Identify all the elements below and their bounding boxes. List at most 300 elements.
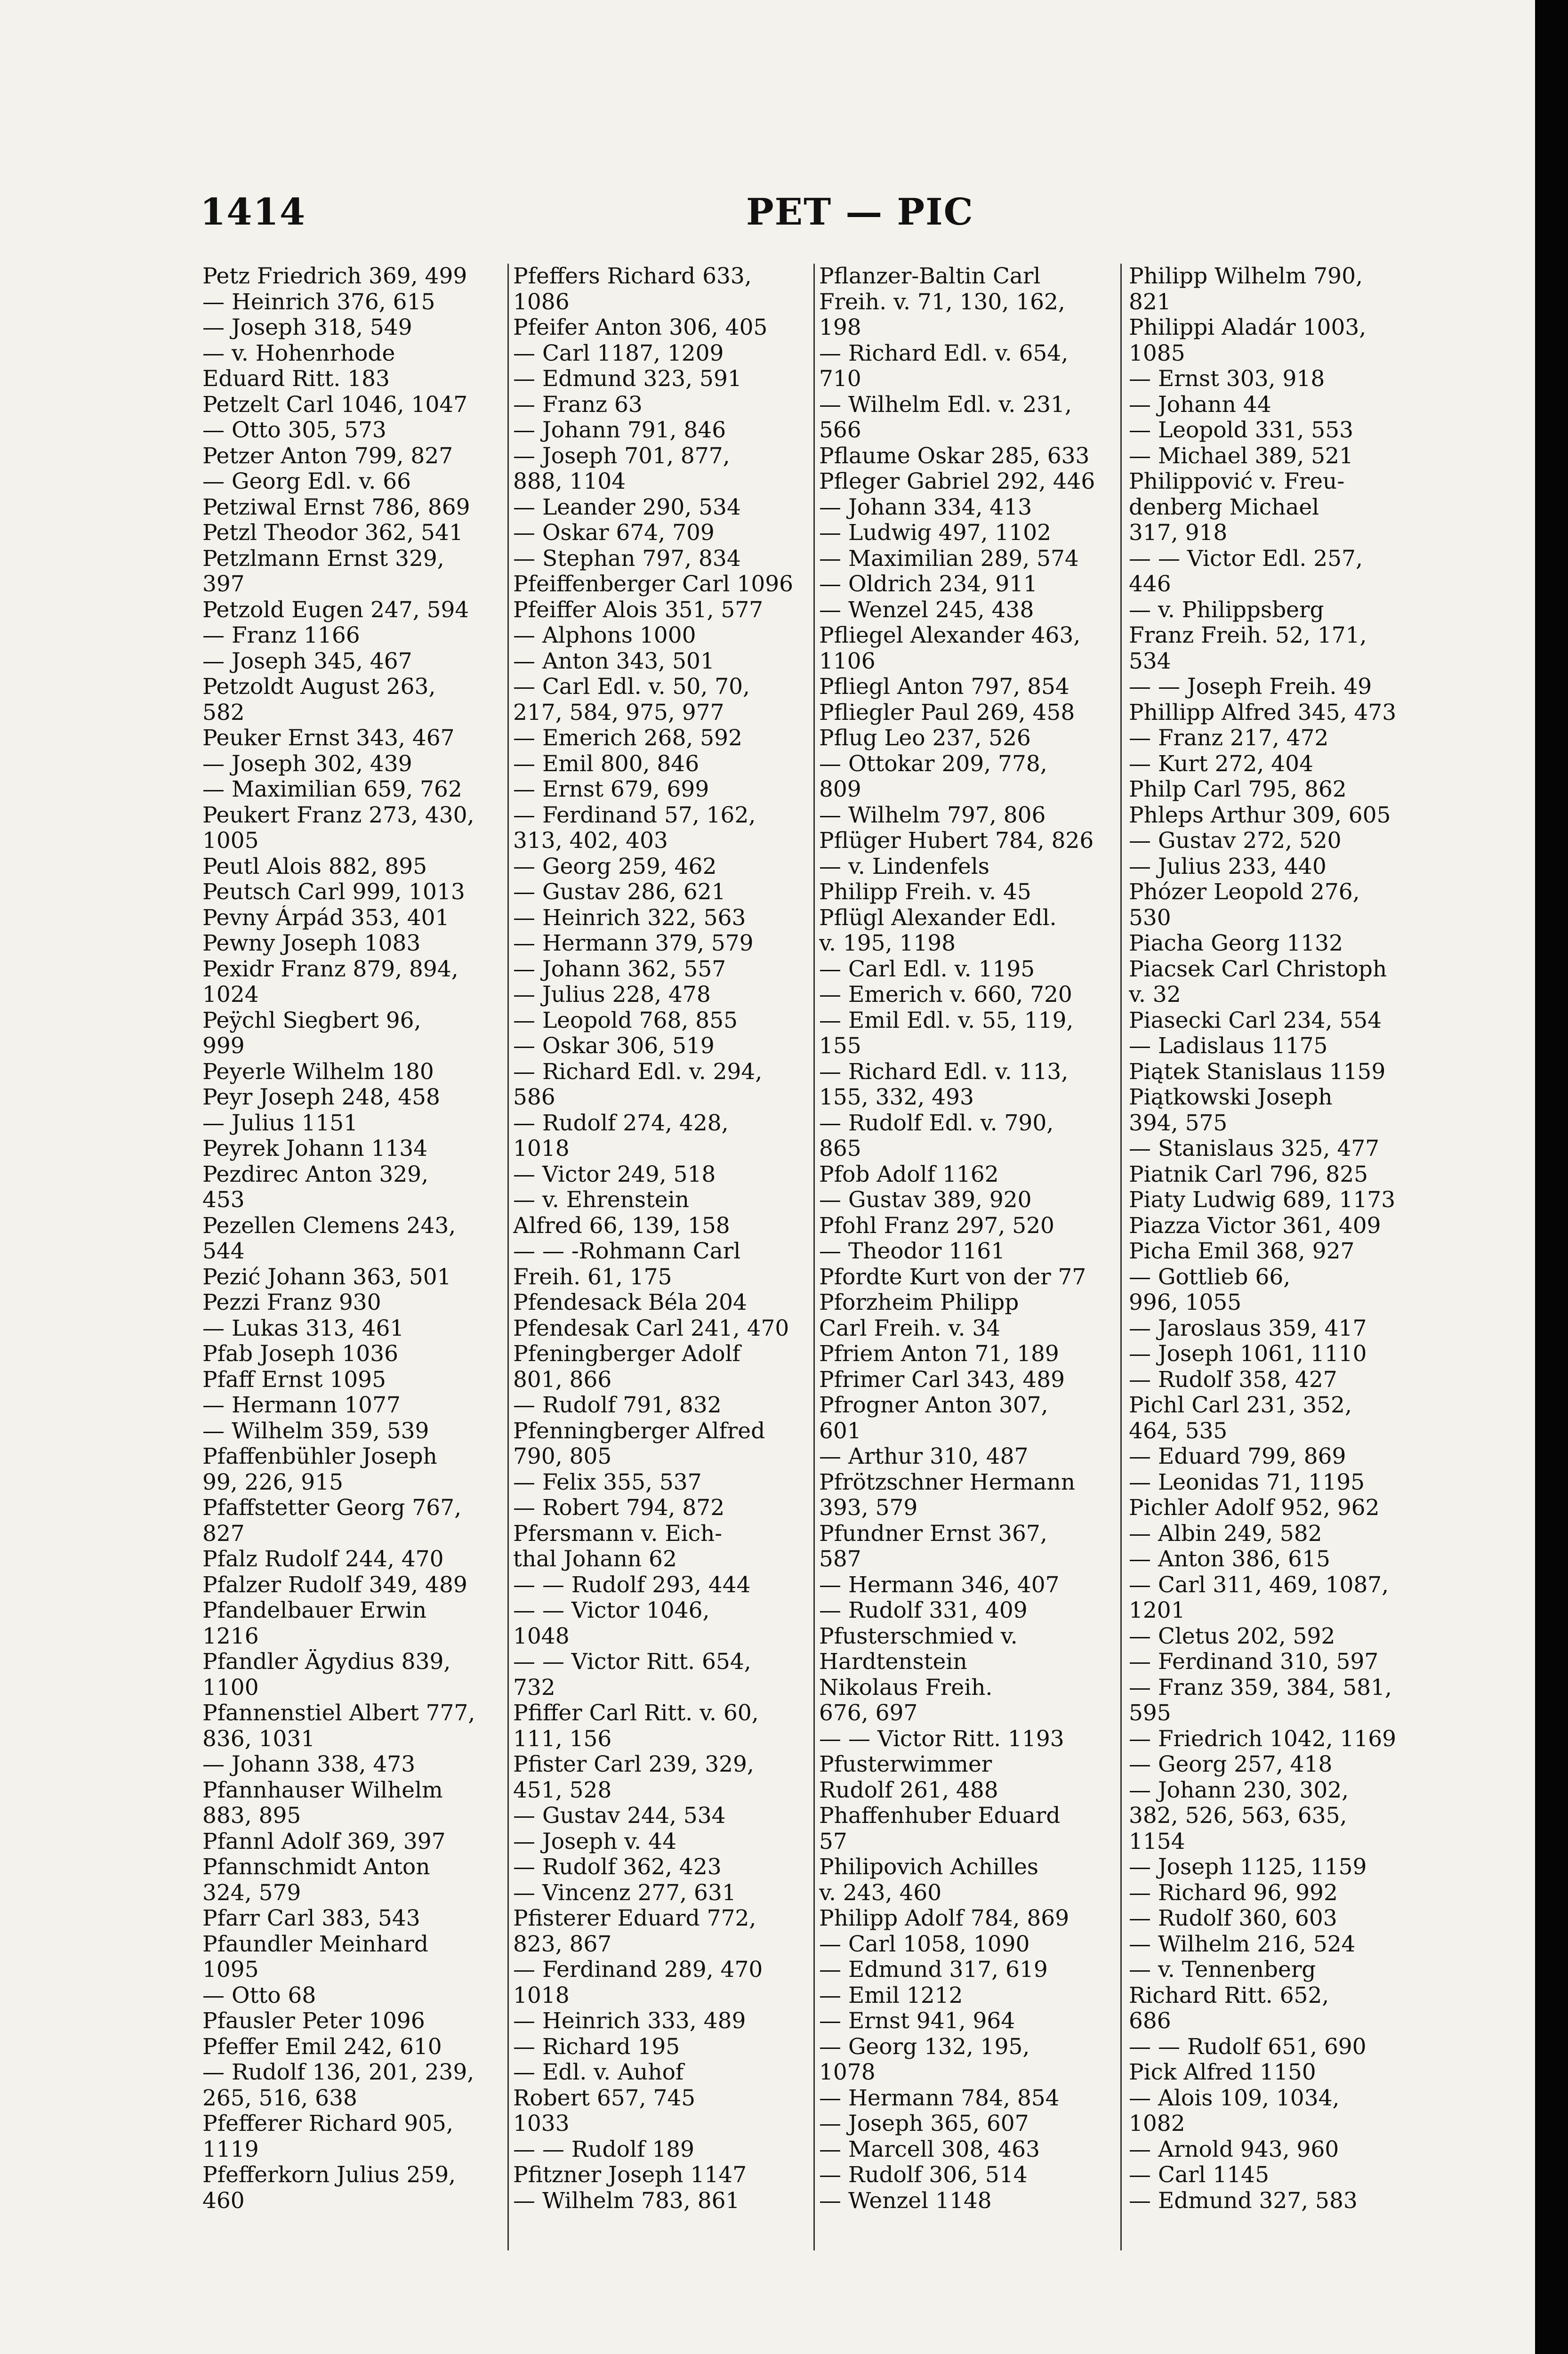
index-entry-line: — — Joseph Freih. 49 (1129, 674, 1372, 700)
index-entry-line: Pfordte Kurt von der 77 (819, 1264, 1086, 1290)
index-entry-line: 586 (513, 1085, 555, 1110)
index-entry-line: Pfaundler Meinhard (202, 1931, 429, 1957)
index-entry-line: 446 (1129, 572, 1171, 597)
index-entry-line: Petzer Anton 799, 827 (202, 443, 453, 469)
index-entry-line: 823, 867 (513, 1931, 612, 1957)
index-column-2 (513, 264, 812, 2250)
scan-edge (1535, 0, 1568, 2354)
index-entry-line: Philipp Adolf 784, 869 (819, 1906, 1069, 1931)
index-entry-line: — Eduard 799, 869 (1129, 1444, 1346, 1469)
index-entry-line: Pfiffer Carl Ritt. v. 60, (513, 1701, 759, 1726)
index-entry-line: — — Rudolf 189 (513, 2136, 694, 2162)
index-entry-line: — Michael 389, 521 (1129, 443, 1353, 469)
index-entry-line: 1033 (513, 2111, 570, 2136)
index-entry-line: Pflug Leo 237, 526 (819, 726, 1031, 751)
index-entry-line: — Rudolf 306, 514 (819, 2162, 1028, 2188)
index-entry-line: v. 243, 460 (819, 1880, 942, 1906)
index-entry-line: 1119 (202, 2136, 259, 2162)
index-entry-line: — Rudolf 136, 201, 239, (202, 2060, 474, 2085)
index-entry-line: — Julius 228, 478 (513, 982, 711, 1008)
index-entry-line: — v. Philippsberg (1129, 597, 1324, 623)
index-entry-line: Phleps Arthur 309, 605 (1129, 802, 1391, 828)
index-entry-line: 1078 (819, 2060, 876, 2085)
index-entry-line: Carl Freih. v. 34 (819, 1315, 1001, 1341)
index-entry-line: Pfriem Anton 71, 189 (819, 1341, 1059, 1367)
index-entry-line: 155, 332, 493 (819, 1085, 974, 1110)
index-entry-line: Petzlmann Ernst 329, (202, 546, 444, 572)
index-entry-line: Philipovich Achilles (819, 1854, 1039, 1880)
index-entry-line: — Wilhelm 359, 539 (202, 1418, 429, 1444)
index-entry-line: 217, 584, 975, 977 (513, 700, 724, 726)
index-entry-line: Phaffenhuber Eduard (819, 1803, 1061, 1829)
index-entry-line: — — Rudolf 293, 444 (513, 1572, 751, 1598)
index-entry-line: Pfrötzschner Hermann (819, 1469, 1076, 1495)
index-entry-line: Piątek Stanislaus 1159 (1129, 1059, 1386, 1085)
index-entry-line: — Rudolf Edl. v. 790, (819, 1110, 1054, 1136)
index-entry-line: — Robert 794, 872 (513, 1495, 725, 1521)
index-entry-line: — Rudolf 358, 427 (1129, 1367, 1337, 1393)
index-entry-line: — Georg 132, 195, (819, 2034, 1030, 2060)
index-entry-line: Freih. v. 71, 130, 162, (819, 289, 1065, 315)
index-entry-line: Philp Carl 795, 862 (1129, 777, 1347, 802)
running-head: PET — PIC (746, 191, 974, 234)
index-entry-line: Pflügl Alexander Edl. (819, 905, 1057, 931)
index-entry-line: — Richard 195 (513, 2034, 680, 2060)
index-entry-line: 1018 (513, 1983, 570, 2008)
index-entry-line: Pezzi Franz 930 (202, 1290, 381, 1315)
index-entry-line: Pfendesak Carl 241, 470 (513, 1315, 789, 1341)
index-entry-line: — Albin 249, 582 (1129, 1521, 1322, 1547)
index-entry-line: 999 (202, 1033, 245, 1059)
index-entry-line: — Joseph 1125, 1159 (1129, 1854, 1367, 1880)
index-entry-line: — v. Hohenrhode (202, 340, 395, 366)
index-entry-line: — Joseph 701, 877, (513, 443, 730, 469)
page-header (200, 191, 1174, 242)
index-entry-line: Pfliegler Paul 269, 458 (819, 700, 1075, 726)
index-entry-line: — Ferdinand 57, 162, (513, 802, 756, 828)
index-entry-line: — Stanislaus 325, 477 (1129, 1136, 1380, 1161)
index-entry-line: — — -Rohmann Carl (513, 1239, 741, 1264)
index-entry-line: — Wenzel 245, 438 (819, 597, 1034, 623)
index-entry-line: — Georg 257, 418 (1129, 1752, 1333, 1777)
index-entry-line: 397 (202, 572, 245, 597)
index-entry-line: — Alphons 1000 (513, 623, 696, 648)
index-entry-line: — Maximilian 659, 762 (202, 777, 462, 802)
index-entry-line: Piacha Georg 1132 (1129, 931, 1343, 956)
index-entry-line: Freih. 61, 175 (513, 1264, 672, 1290)
index-columns (202, 264, 1397, 2250)
index-entry-line: — Rudolf 274, 428, (513, 1110, 729, 1136)
index-entry-line: — Rudolf 331, 409 (819, 1598, 1028, 1623)
index-entry-line: Pichl Carl 231, 352, (1129, 1393, 1352, 1418)
index-entry-line: Pfeffers Richard 633, (513, 264, 752, 289)
index-entry-line: 601 (819, 1418, 861, 1444)
index-entry-line: — Franz 217, 472 (1129, 726, 1329, 751)
index-entry-line: Philippović v. Freu- (1129, 469, 1345, 494)
index-entry-line: 827 (202, 1521, 245, 1547)
index-entry-line: — Johann 338, 473 (202, 1752, 416, 1777)
index-entry-line: Pfannenstiel Albert 777, (202, 1701, 475, 1726)
index-entry-line: Pfeifer Anton 306, 405 (513, 315, 768, 340)
index-entry-line: Hardtenstein (819, 1649, 967, 1675)
index-entry-line: — Ernst 941, 964 (819, 2008, 1015, 2034)
index-entry-line: Robert 657, 745 (513, 2085, 696, 2111)
index-entry-line: — Edmund 317, 619 (819, 1957, 1048, 1983)
page-number: 1414 (200, 191, 306, 234)
index-entry-line: — Leonidas 71, 1195 (1129, 1469, 1365, 1495)
index-entry-line: — Ferdinand 289, 470 (513, 1957, 763, 1983)
index-entry-line: — Johann 334, 413 (819, 494, 1032, 520)
index-entry-line: — Hermann 784, 854 (819, 2085, 1060, 2111)
index-entry-line: — Oskar 306, 519 (513, 1033, 715, 1059)
index-entry-line: Pfohl Franz 297, 520 (819, 1213, 1054, 1239)
index-entry-line: Pfersmann v. Eich- (513, 1521, 723, 1547)
index-entry-line: 676, 697 (819, 1701, 918, 1726)
index-entry-line: — Hermann 379, 579 (513, 931, 754, 956)
index-entry-line: — Victor 249, 518 (513, 1161, 716, 1187)
index-entry-line: Pflaume Oskar 285, 633 (819, 443, 1090, 469)
index-entry-line: 394, 575 (1129, 1110, 1228, 1136)
index-entry-line: Pezić Johann 363, 501 (202, 1264, 451, 1290)
index-entry-line: Peyerle Wilhelm 180 (202, 1059, 434, 1085)
index-entry-line: Pfaff Ernst 1095 (202, 1367, 386, 1393)
index-entry-line: Pfister Carl 239, 329, (513, 1752, 754, 1777)
index-entry-line: — v. Tennenberg (1129, 1957, 1316, 1983)
index-entry-line: 1018 (513, 1136, 570, 1161)
index-entry-line: — Johann 44 (1129, 392, 1271, 418)
index-entry-line: 1082 (1129, 2111, 1185, 2136)
index-entry-line: Pfannhauser Wilhelm (202, 1777, 443, 1803)
index-entry-line: Picha Emil 368, 927 (1129, 1239, 1355, 1264)
index-entry-line: — — Rudolf 651, 690 (1129, 2034, 1367, 2060)
index-entry-line: 313, 402, 403 (513, 828, 668, 854)
index-entry-line: Philipp Wilhelm 790, (1129, 264, 1363, 289)
index-entry-line: Franz Freih. 52, 171, (1129, 623, 1367, 648)
index-entry-line: — — Victor Edl. 257, (1129, 546, 1363, 572)
index-entry-line: Pevny Árpád 353, 401 (202, 905, 450, 931)
index-entry-line: 99, 226, 915 (202, 1469, 343, 1495)
index-entry-line: 809 (819, 777, 861, 802)
index-entry-line: Pfeiffenberger Carl 1096 (513, 572, 794, 597)
index-entry-line: 57 (819, 1829, 847, 1854)
index-entry-line: — Emerich 268, 592 (513, 726, 742, 751)
index-entry-line: Richard Ritt. 652, (1129, 1983, 1329, 2008)
index-entry-line: 732 (513, 1675, 555, 1701)
index-entry-line: — Friedrich 1042, 1169 (1129, 1726, 1397, 1752)
index-entry-line: — Otto 305, 573 (202, 418, 386, 443)
index-entry-line: 1048 (513, 1623, 570, 1649)
index-entry-line: Pfitzner Joseph 1147 (513, 2162, 747, 2188)
index-entry-line: Pfalzer Rudolf 349, 489 (202, 1572, 467, 1598)
index-entry-line: Pfaffenbühler Joseph (202, 1444, 437, 1469)
index-entry-line: Piazza Victor 361, 409 (1129, 1213, 1381, 1239)
index-entry-line: — Johann 791, 846 (513, 418, 726, 443)
index-entry-line: — Anton 343, 501 (513, 648, 715, 674)
index-entry-line: 1024 (202, 982, 259, 1008)
index-entry-line: 393, 579 (819, 1495, 918, 1521)
index-entry-line: Pfusterschmied v. (819, 1623, 1018, 1649)
index-entry-line: Pfefferer Richard 905, (202, 2111, 453, 2136)
index-entry-line: — Gustav 272, 520 (1129, 828, 1342, 854)
index-entry-line: — Kurt 272, 404 (1129, 751, 1313, 777)
index-entry-line: Alfred 66, 139, 158 (513, 1213, 730, 1239)
index-entry-line: Pfaffstetter Georg 767, (202, 1495, 462, 1521)
index-entry-line: — Wilhelm Edl. v. 231, (819, 392, 1072, 418)
index-entry-line: — Emil 1212 (819, 1983, 963, 2008)
index-entry-line: Piacsek Carl Christoph (1129, 956, 1387, 982)
index-entry-line: 460 (202, 2188, 245, 2214)
index-entry-line: — Emil 800, 846 (513, 751, 700, 777)
index-entry-line: — Gustav 244, 534 (513, 1803, 726, 1829)
index-entry-line: Peukert Franz 273, 430, (202, 802, 474, 828)
index-entry-line: — — Victor Ritt. 654, (513, 1649, 751, 1675)
index-entry-line: — Georg 259, 462 (513, 854, 717, 879)
index-entry-line: — Arthur 310, 487 (819, 1444, 1029, 1469)
index-entry-line: 883, 895 (202, 1803, 301, 1829)
index-entry-line: Piaty Ludwig 689, 1173 (1129, 1187, 1396, 1213)
index-entry-line: — Ladislaus 1175 (1129, 1033, 1328, 1059)
index-entry-line: — Vincenz 277, 631 (513, 1880, 736, 1906)
index-entry-line: 324, 579 (202, 1880, 301, 1906)
index-entry-line: Phillipp Alfred 345, 473 (1129, 700, 1397, 726)
index-entry-line: Peÿchl Siegbert 96, (202, 1008, 421, 1033)
index-entry-line: — Richard Edl. v. 113, (819, 1059, 1069, 1085)
index-entry-line: — Carl Edl. v. 50, 70, (513, 674, 750, 700)
index-entry-line: Piątkowski Joseph (1129, 1085, 1333, 1110)
index-entry-line: 996, 1055 (1129, 1290, 1242, 1315)
index-entry-line: 1154 (1129, 1829, 1185, 1854)
index-entry-line: — Rudolf 360, 603 (1129, 1906, 1337, 1931)
index-entry-line: — Theodor 1161 (819, 1239, 1005, 1264)
index-entry-line: 451, 528 (513, 1777, 612, 1803)
index-entry-line: — Joseph 365, 607 (819, 2111, 1029, 2136)
index-entry-line: — v. Lindenfels (819, 854, 989, 879)
index-entry-line: — Franz 359, 384, 581, (1129, 1675, 1392, 1701)
index-entry-line: — Georg Edl. v. 66 (202, 469, 411, 494)
index-entry-line: — v. Ehrenstein (513, 1187, 690, 1213)
index-entry-line: — Edl. v. Auhof (513, 2060, 684, 2085)
index-entry-line: — Rudolf 362, 423 (513, 1854, 722, 1880)
index-entry-line: Pfenningberger Alfred (513, 1418, 765, 1444)
index-entry-line: 686 (1129, 2008, 1171, 2034)
index-entry-line: — Heinrich 376, 615 (202, 289, 435, 315)
index-entry-line: 1095 (202, 1957, 259, 1983)
index-entry-line: — Joseph 1061, 1110 (1129, 1341, 1367, 1367)
index-entry-line: — Marcell 308, 463 (819, 2136, 1040, 2162)
index-entry-line: Pfrogner Anton 307, (819, 1393, 1048, 1418)
index-entry-line: Pfliegl Anton 797, 854 (819, 674, 1069, 700)
index-entry-line: Eduard Ritt. 183 (202, 366, 390, 392)
index-entry-line: 317, 918 (1129, 520, 1228, 546)
index-entry-line: Pfannschmidt Anton (202, 1854, 430, 1880)
index-entry-line: Petzl Theodor 362, 541 (202, 520, 463, 546)
index-entry-line: — Maximilian 289, 574 (819, 546, 1079, 572)
index-entry-line: — Cletus 202, 592 (1129, 1623, 1335, 1649)
index-entry-line: — Carl Edl. v. 1195 (819, 956, 1035, 982)
index-entry-line: — Joseph 345, 467 (202, 648, 412, 674)
index-entry-line: Petz Friedrich 369, 499 (202, 264, 467, 289)
index-entry-line: 453 (202, 1187, 245, 1213)
index-column-3 (819, 264, 1120, 2250)
index-entry-line: — Joseph 318, 549 (202, 315, 412, 340)
index-entry-line: Peyr Joseph 248, 458 (202, 1085, 440, 1110)
index-entry-line: — Edmund 327, 583 (1129, 2188, 1358, 2214)
index-entry-line: Philipp Freih. v. 45 (819, 879, 1031, 905)
index-entry-line: — Lukas 313, 461 (202, 1315, 404, 1341)
index-entry-line: — Carl 1058, 1090 (819, 1931, 1030, 1957)
index-entry-line: — Oskar 674, 709 (513, 520, 715, 546)
index-column-4 (1129, 264, 1430, 2250)
index-entry-line: — Ottokar 209, 778, (819, 751, 1047, 777)
index-entry-line: 566 (819, 418, 861, 443)
index-entry-line: v. 195, 1198 (819, 931, 956, 956)
index-entry-line: 582 (202, 700, 245, 726)
index-entry-line: — Arnold 943, 960 (1129, 2136, 1339, 2162)
index-entry-line: — Wilhelm 783, 861 (513, 2188, 740, 2214)
index-entry-line: 587 (819, 1547, 861, 1572)
index-entry-line: — Hermann 346, 407 (819, 1572, 1060, 1598)
index-entry-line: Pfannl Adolf 369, 397 (202, 1829, 446, 1854)
index-entry-line: 1100 (202, 1675, 259, 1701)
index-entry-line: — Leopold 768, 855 (513, 1008, 738, 1033)
index-entry-line: Pfarr Carl 383, 543 (202, 1906, 420, 1931)
index-entry-line: — Richard 96, 992 (1129, 1880, 1338, 1906)
index-entry-line: Pfob Adolf 1162 (819, 1161, 999, 1187)
index-entry-line: Peutsch Carl 999, 1013 (202, 879, 465, 905)
index-entry-line: 790, 805 (513, 1444, 612, 1469)
index-entry-line: — Wilhelm 797, 806 (819, 802, 1046, 828)
index-entry-line: — Ernst 679, 699 (513, 777, 709, 802)
index-entry-line: 1106 (819, 648, 876, 674)
index-entry-line: 198 (819, 315, 861, 340)
index-entry-line: Piasecki Carl 234, 554 (1129, 1008, 1382, 1033)
index-entry-line: — Jaroslaus 359, 417 (1129, 1315, 1367, 1341)
index-entry-line: Petziwal Ernst 786, 869 (202, 494, 470, 520)
index-entry-line: 534 (1129, 648, 1171, 674)
index-entry-line: 111, 156 (513, 1726, 612, 1752)
index-entry-line: Pfliegel Alexander 463, (819, 623, 1081, 648)
index-entry-line: 464, 535 (1129, 1418, 1228, 1444)
index-entry-line: Peyrek Johann 1134 (202, 1136, 428, 1161)
index-entry-line: 1085 (1129, 340, 1185, 366)
index-entry-line: Rudolf 261, 488 (819, 1777, 998, 1803)
index-entry-line: 1216 (202, 1623, 259, 1649)
index-entry-line: Phózer Leopold 276, (1129, 879, 1360, 905)
index-entry-line: — Leopold 331, 553 (1129, 418, 1353, 443)
index-entry-line: Pforzheim Philipp (819, 1290, 1019, 1315)
index-entry-line: Pfeffer Emil 242, 610 (202, 2034, 442, 2060)
index-entry-line: — Gottlieb 66, (1129, 1264, 1291, 1290)
index-entry-line: — Carl 1187, 1209 (513, 340, 724, 366)
index-entry-line: Pewny Joseph 1083 (202, 931, 421, 956)
index-entry-line: Pezdirec Anton 329, (202, 1161, 429, 1187)
index-entry-line: 710 (819, 366, 861, 392)
index-entry-line: Pfausler Peter 1096 (202, 2008, 425, 2034)
index-entry-line: thal Johann 62 (513, 1547, 677, 1572)
index-entry-line: — Ludwig 497, 1102 (819, 520, 1051, 546)
index-entry-line: — Alois 109, 1034, (1129, 2085, 1340, 2111)
index-entry-line: — Anton 386, 615 (1129, 1547, 1330, 1572)
index-entry-line: Pexidr Franz 879, 894, (202, 956, 458, 982)
index-entry-line: denberg Michael (1129, 494, 1319, 520)
index-entry-line: — Johann 230, 302, (1129, 1777, 1349, 1803)
index-entry-line: Piatnik Carl 796, 825 (1129, 1161, 1368, 1187)
index-entry-line: Pfeiffer Alois 351, 577 (513, 597, 764, 623)
index-entry-line: — Rudolf 791, 832 (513, 1393, 722, 1418)
index-entry-line: — Felix 355, 537 (513, 1469, 702, 1495)
index-entry-line: 265, 516, 638 (202, 2085, 357, 2111)
index-entry-line: 1086 (513, 289, 570, 315)
index-entry-line: Pfefferkorn Julius 259, (202, 2162, 456, 2188)
index-entry-line: Pfalz Rudolf 244, 470 (202, 1547, 444, 1572)
index-entry-line: 1005 (202, 828, 259, 854)
index-entry-line: 155 (819, 1033, 861, 1059)
index-entry-line: Pflanzer-Baltin Carl (819, 264, 1041, 289)
index-entry-line: Peutl Alois 882, 895 (202, 854, 427, 879)
index-entry-line: Philippi Aladár 1003, (1129, 315, 1367, 340)
index-entry-line: — Richard Edl. v. 294, (513, 1059, 763, 1085)
index-entry-line: Pflüger Hubert 784, 826 (819, 828, 1094, 854)
index-entry-line: — Johann 362, 557 (513, 956, 726, 982)
index-entry-line: 382, 526, 563, 635, (1129, 1803, 1347, 1829)
index-entry-line: — Julius 233, 440 (1129, 854, 1327, 879)
index-entry-line: — Heinrich 333, 489 (513, 2008, 746, 2034)
index-entry-line: — Heinrich 322, 563 (513, 905, 746, 931)
index-entry-line: — Leander 290, 534 (513, 494, 741, 520)
index-entry-line: Pfab Joseph 1036 (202, 1341, 399, 1367)
index-entry-line: Pfusterwimmer (819, 1752, 992, 1777)
index-entry-line: 836, 1031 (202, 1726, 315, 1752)
index-entry-line: 595 (1129, 1701, 1171, 1726)
index-entry-line: Pichler Adolf 952, 962 (1129, 1495, 1380, 1521)
index-entry-line: Petzold Eugen 247, 594 (202, 597, 469, 623)
index-entry-line: Pfeningberger Adolf (513, 1341, 740, 1367)
index-entry-line: — Emerich v. 660, 720 (819, 982, 1072, 1008)
index-entry-line: — Wenzel 1148 (819, 2188, 992, 2214)
index-entry-line: Pfleger Gabriel 292, 446 (819, 469, 1095, 494)
index-entry-line: Pfundner Ernst 367, (819, 1521, 1047, 1547)
index-column-1 (202, 264, 506, 2250)
index-entry-line: 530 (1129, 905, 1171, 931)
index-entry-line: 821 (1129, 289, 1171, 315)
index-entry-line: 888, 1104 (513, 469, 626, 494)
index-entry-line: — Oldrich 234, 911 (819, 572, 1037, 597)
index-entry-line: — Gustav 389, 920 (819, 1187, 1032, 1213)
index-entry-line: — Joseph 302, 439 (202, 751, 412, 777)
index-entry-line: — Wilhelm 216, 524 (1129, 1931, 1356, 1957)
index-entry-line: — Hermann 1077 (202, 1393, 401, 1418)
index-entry-line: Pfandelbauer Erwin (202, 1598, 427, 1623)
index-entry-line: Peuker Ernst 343, 467 (202, 726, 455, 751)
index-entry-line: — Carl 1145 (1129, 2162, 1269, 2188)
index-entry-line: — Gustav 286, 621 (513, 879, 726, 905)
index-entry-line: — Richard Edl. v. 654, (819, 340, 1069, 366)
index-entry-line: — — Victor Ritt. 1193 (819, 1726, 1064, 1752)
index-entry-line: Petzelt Carl 1046, 1047 (202, 392, 468, 418)
index-entry-line: v. 32 (1129, 982, 1181, 1008)
index-entry-line: 1201 (1129, 1598, 1185, 1623)
index-entry-line: Nikolaus Freih. (819, 1675, 993, 1701)
index-entry-line: — Ferdinand 310, 597 (1129, 1649, 1379, 1675)
index-entry-line: Pick Alfred 1150 (1129, 2060, 1316, 2085)
index-entry-line: — Franz 63 (513, 392, 643, 418)
index-entry-line: — Otto 68 (202, 1983, 316, 2008)
index-entry-line: — — Victor 1046, (513, 1598, 710, 1623)
index-entry-line: — Ernst 303, 918 (1129, 366, 1325, 392)
index-entry-line: Pfisterer Eduard 772, (513, 1906, 756, 1931)
index-entry-line: — Edmund 323, 591 (513, 366, 742, 392)
index-entry-line: 865 (819, 1136, 861, 1161)
